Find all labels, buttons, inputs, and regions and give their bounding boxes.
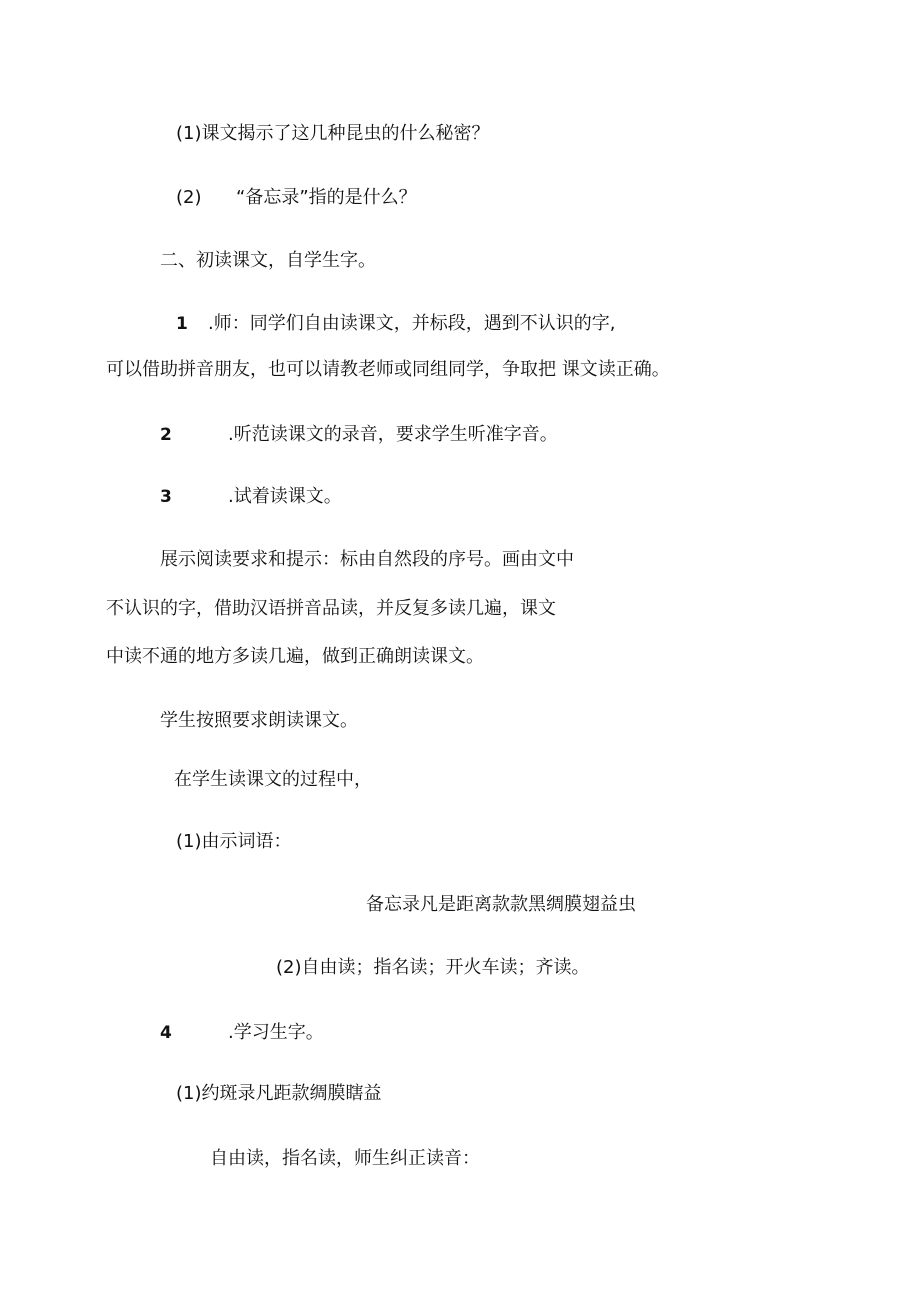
question-1: (1)课文揭示了这几种昆虫的什么秘密？ bbox=[176, 123, 490, 144]
step-3-number: 3 bbox=[160, 487, 172, 507]
reading-modes-line: (2)自由读；指名读；开火车读；齐读。 bbox=[276, 957, 590, 978]
step-2-text: .听范读课文的录音，要求学生听准字音。 bbox=[228, 424, 558, 445]
step-1-number: 1 bbox=[176, 314, 188, 334]
correction-line: 自由读，指名读，师生纠正读音： bbox=[210, 1148, 480, 1169]
section-heading-2: 二、初读课文，自学生字。 bbox=[160, 250, 376, 271]
reading-requirements-line-1: 展示阅读要求和提示：标由自然段的序号。画由文中 bbox=[160, 549, 574, 570]
reading-process-line: 在学生读课文的过程中， bbox=[174, 769, 372, 790]
new-characters-line: (1)约斑录凡距款绸膜瞎益 bbox=[176, 1083, 382, 1104]
reading-requirements-line-2: 不认识的字，借助汉语拼音品读，并反复多读几遍，课文 bbox=[106, 598, 556, 619]
step-3-text: .试着读课文。 bbox=[228, 486, 342, 507]
step-1-continuation: 可以借助拼音朋友，也可以请教老师或同组同学，争取把 课文读正确。 bbox=[106, 359, 670, 380]
show-words-line: (1)由示词语： bbox=[176, 831, 292, 852]
students-read-line: 学生按照要求朗读课文。 bbox=[160, 710, 358, 731]
reading-requirements-line-3: 中读不通的地方多读几遍，做到正确朗读课文。 bbox=[106, 646, 484, 667]
step-4-text: .学习生字。 bbox=[228, 1022, 324, 1043]
question-2-number: (2) bbox=[176, 187, 202, 208]
step-4-number: 4 bbox=[160, 1023, 172, 1043]
word-list: 备忘录凡是距离款款黑绸膜翅益虫 bbox=[366, 894, 636, 915]
step-2-number: 2 bbox=[160, 425, 172, 445]
step-1-text: .师：同学们自由读课文，并标段，遇到不认识的字, bbox=[208, 313, 616, 334]
question-2-text: “备忘录”指的是什么？ bbox=[236, 187, 417, 208]
